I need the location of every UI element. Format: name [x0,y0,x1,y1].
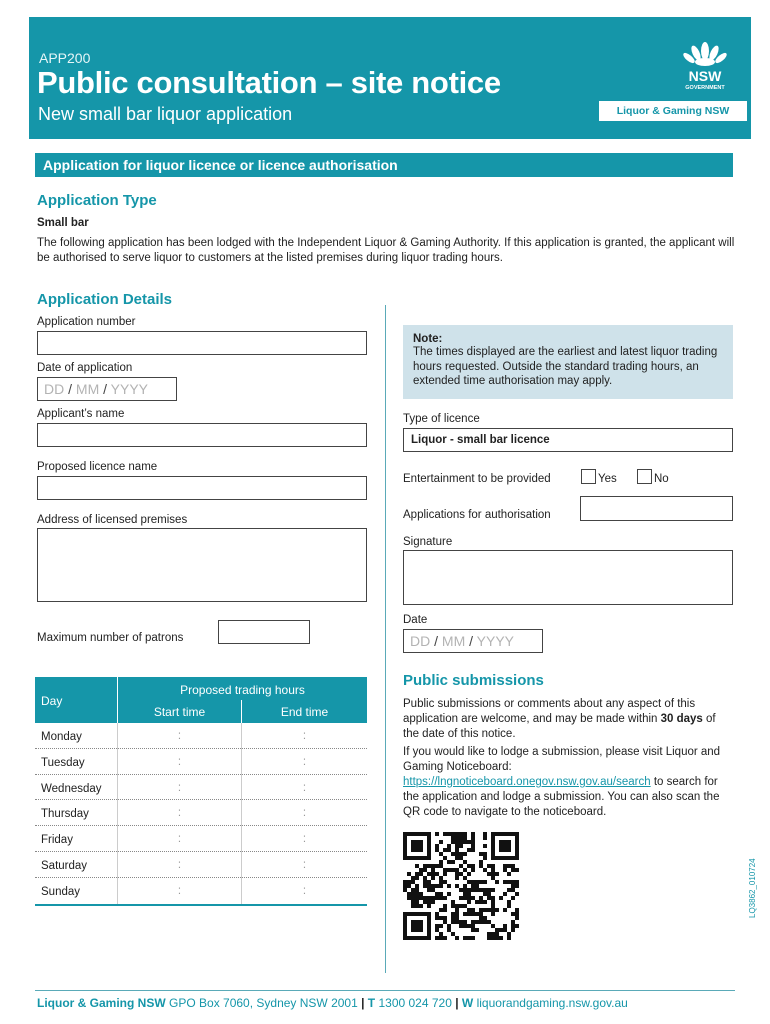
day-cell: Friday [41,834,73,847]
table-row [35,852,367,878]
day-cell: Monday [41,731,82,743]
note-box [403,325,733,399]
licence-type-label: Type of licence [403,413,480,425]
trading-hours-header [35,677,367,723]
entertainment-yes-label: Yes [598,473,617,485]
end-time-cell[interactable]: : [302,807,307,820]
header-banner [29,17,751,139]
proposed-hours-header: Proposed trading hours [180,683,305,697]
submissions-text-a: Public submissions or comments about any aspect of this application are welcome, and may be made within [403,698,696,725]
application-number-label: Application number [37,316,136,328]
notice-date-slash-2: / [469,633,474,649]
entertainment-no-checkbox[interactable] [637,469,652,484]
address-label: Address of licensed premises [37,514,188,526]
note-title: Note: [413,333,443,345]
end-time-header: End time [280,705,329,719]
submissions-paragraph-2 [403,745,723,820]
trading-hours-body [35,723,367,906]
application-number-field[interactable] [37,331,367,355]
end-time-cell[interactable]: : [302,730,307,742]
column-divider [385,305,386,973]
date-of-application-label: Date of application [37,362,133,374]
date-of-application-field[interactable] [37,377,177,401]
footer-t-label: T [364,996,376,1010]
start-time-cell[interactable]: : [177,730,182,742]
start-time-cell[interactable]: : [177,833,182,846]
start-time-cell[interactable]: : [177,859,182,871]
end-time-cell[interactable]: : [302,781,307,794]
nsw-waratah-logo-icon [674,39,736,91]
submissions-text-c: If you would like to lodge a submission, please visit Liquor and Gaming Noticeboard: [403,746,721,773]
footer-brand: Liquor & Gaming NSW [37,996,166,1010]
public-submissions-heading: Public submissions [403,672,544,689]
start-time-cell[interactable]: : [177,884,182,897]
address-field[interactable] [37,528,367,602]
notice-date-field[interactable] [403,629,543,653]
footer-website[interactable]: liquorandgaming.nsw.gov.au [473,996,628,1010]
notice-date-slash-1: / [434,633,439,649]
date-slash-1: / [68,381,73,397]
submissions-paragraph-1 [403,697,723,742]
start-time-cell[interactable]: : [177,781,182,794]
logo-subtext: GOVERNMENT [685,85,725,91]
application-details-heading: Application Details [37,291,173,308]
applicant-name-field[interactable] [37,423,367,447]
application-type-value: Small bar [37,217,89,229]
date-yyyy: YYYY [110,381,149,397]
brand-badge: Liquor & Gaming NSW [599,101,747,121]
table-row [35,878,367,904]
licence-type-field[interactable]: Liquor - small bar licence [403,428,733,452]
day-header: Day [41,694,63,708]
start-time-cell[interactable]: : [177,807,182,820]
start-time-cell[interactable]: : [177,755,182,768]
table-bottom-rule [35,904,367,906]
footer [37,996,628,1010]
day-cell: Saturday [41,860,88,872]
form-code: APP200 [39,50,91,66]
footer-address: GPO Box 7060, Sydney NSW 2001 [165,996,362,1010]
submissions-text-d: to search for the application and lodge a submission. You can also scan the QR code to navigate to the noticeboard. [403,776,720,818]
page-title: Public consultation – site notice [37,65,501,100]
authorisation-field[interactable] [580,496,733,521]
table-row [35,826,367,852]
end-time-cell[interactable]: : [302,755,307,768]
max-patrons-label: Maximum number of patrons [37,632,184,644]
document-code: LQ3862_010724 [748,858,757,918]
entertainment-no-label: No [654,473,669,485]
table-row [35,800,367,826]
table-row [35,749,367,775]
day-cell: Wednesday [41,782,102,795]
noticeboard-link[interactable]: https://lngnoticeboard.onegov.nsw.gov.au/search [403,776,651,788]
date-slash-2: / [103,381,108,397]
footer-sep-1: | [361,996,365,1010]
footer-sep-2: | [455,996,459,1010]
submissions-days: 30 days [660,713,703,725]
licence-name-field[interactable] [37,476,367,500]
signature-field[interactable] [403,550,733,605]
start-time-header: Start time [153,705,206,719]
note-text: The times displayed are the earliest and latest liquor trading hours requested. Outside the standard trading hours, an extended time authorisation may apply. [413,346,718,387]
end-time-cell[interactable]: : [302,884,307,897]
day-cell: Tuesday [41,756,85,769]
end-time-cell[interactable]: : [302,859,307,871]
logo-text: NSW [688,68,722,84]
authorisation-label: Applications for authorisation [403,509,551,521]
licence-name-label: Proposed licence name [37,461,158,473]
notice-date-label: Date [403,614,428,626]
day-cell: Sunday [41,885,81,898]
entertainment-yes-checkbox[interactable] [581,469,596,484]
end-time-cell[interactable]: : [302,833,307,846]
date-mm: MM [75,381,100,397]
application-type-description: The following application has been lodged with the Independent Liquor & Gaming Authority. If this application is granted, the applicant will be authorised to serve liquor to customers at the listed premises during liquor trading hours. [37,237,735,264]
submissions-text-b: of the date of this notice. [403,713,716,740]
notice-date-mm: MM [441,633,466,649]
entertainment-label: Entertainment to be provided [403,473,551,485]
footer-rule [35,990,735,991]
section-title-bar: Application for liquor licence or licence authorisation [35,153,733,177]
table-row [35,723,367,749]
footer-w-label: W [458,996,474,1010]
notice-date-dd: DD [410,633,431,649]
page-subtitle: New small bar liquor application [38,104,293,124]
signature-label: Signature [403,536,453,548]
day-cell: Thursday [41,808,89,821]
qr-code-icon[interactable] [403,832,519,940]
footer-phone: 1300 024 720 [375,996,456,1010]
date-dd: DD [44,381,65,397]
applicant-name-label: Applicant’s name [37,408,125,420]
max-patrons-field[interactable] [218,620,310,644]
notice-date-yyyy: YYYY [476,633,515,649]
table-row [35,775,367,801]
application-type-heading: Application Type [37,192,157,209]
